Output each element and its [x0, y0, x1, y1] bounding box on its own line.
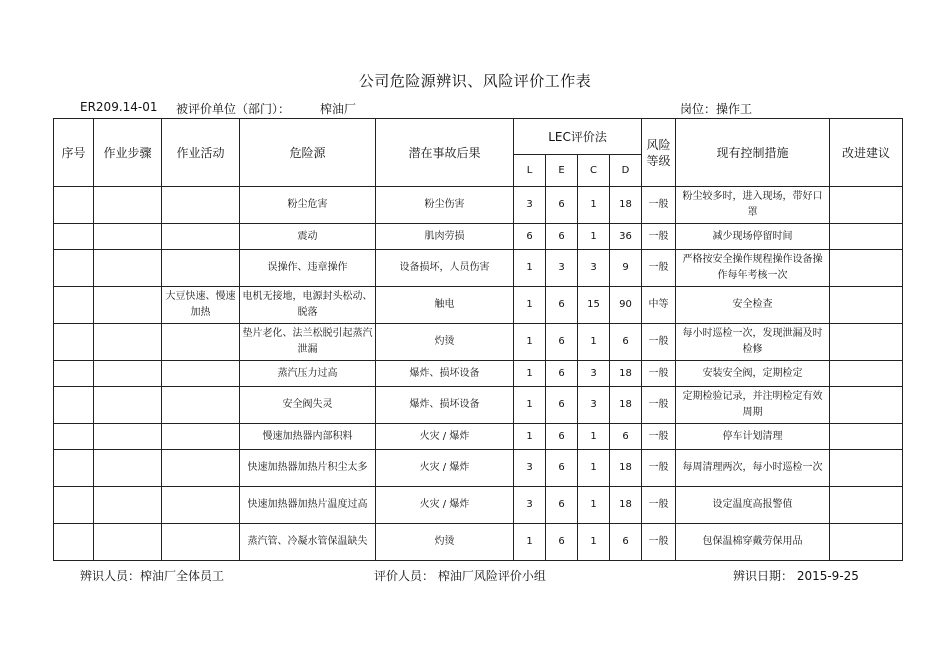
step-cell — [94, 424, 162, 450]
measures-cell: 每周清理两次，每小时巡检一次 — [676, 450, 830, 487]
consequence-cell: 火灾 / 爆炸 — [376, 450, 514, 487]
consequence-cell: 火灾 / 爆炸 — [376, 424, 514, 450]
activity-cell — [162, 361, 240, 387]
l-value-cell: 1 — [514, 250, 546, 287]
measures-cell: 设定温度高报警值 — [676, 487, 830, 524]
activity-cell — [162, 424, 240, 450]
seq-cell — [54, 387, 94, 424]
d-value-cell: 18 — [610, 187, 642, 224]
unit-label: 被评价单位（部门）： — [176, 102, 291, 116]
d-value-cell: 6 — [610, 524, 642, 561]
header-lec: LEC评价法 — [514, 119, 642, 155]
e-value-cell: 6 — [546, 361, 578, 387]
c-value-cell: 1 — [578, 187, 610, 224]
unit-value: 榨油厂 — [320, 102, 357, 116]
measures-cell: 包保温棉穿戴劳保用品 — [676, 524, 830, 561]
step-cell — [94, 524, 162, 561]
header-l: L — [514, 155, 546, 187]
seq-cell — [54, 250, 94, 287]
table-row — [54, 387, 903, 424]
d-value-cell: 18 — [610, 487, 642, 524]
measures-cell: 每小时巡检一次，发现泄漏及时检修 — [676, 324, 830, 361]
d-value-cell: 18 — [610, 361, 642, 387]
seq-cell — [54, 287, 94, 324]
consequence-cell: 设备损坏，人员伤害 — [376, 250, 514, 287]
c-value-cell: 3 — [578, 361, 610, 387]
l-value-cell: 1 — [514, 524, 546, 561]
consequence-cell: 灼烫 — [376, 324, 514, 361]
risk-level-cell: 一般 — [642, 450, 676, 487]
step-cell — [94, 287, 162, 324]
post-label: 岗位：操作工 — [680, 102, 753, 116]
hazard-cell: 垫片老化、法兰松脱引起蒸汽泄漏 — [240, 324, 376, 361]
hazard-cell: 安全阀失灵 — [240, 387, 376, 424]
hazard-cell: 蒸汽压力过高 — [240, 361, 376, 387]
measures-cell: 安装安全阀，定期检定 — [676, 361, 830, 387]
hazard-cell: 电机无接地，电源封头松动、脱落 — [240, 287, 376, 324]
header-activity: 作业活动 — [162, 119, 240, 187]
table-row — [54, 424, 903, 450]
d-value-cell: 6 — [610, 324, 642, 361]
header-consequence: 潜在事故后果 — [376, 119, 514, 187]
step-cell — [94, 187, 162, 224]
l-value-cell: 3 — [514, 187, 546, 224]
d-value-cell: 6 — [610, 424, 642, 450]
footer-identifier: 辨识人员：榨油厂全体员工 — [80, 569, 225, 583]
hazard-cell: 慢速加热器内部积料 — [240, 424, 376, 450]
suggestion-cell — [830, 450, 903, 487]
c-value-cell: 1 — [578, 450, 610, 487]
c-value-cell: 15 — [578, 287, 610, 324]
d-value-cell: 90 — [610, 287, 642, 324]
l-value-cell: 1 — [514, 361, 546, 387]
document-title: 公司危险源辨识、风险评价工作表 — [358, 72, 592, 90]
footer-evaluator: 评价人员： 榨油厂风险评价小组 — [374, 569, 546, 583]
table-row — [54, 324, 903, 361]
hazard-cell: 快速加热器加热片积尘太多 — [240, 450, 376, 487]
consequence-cell: 触电 — [376, 287, 514, 324]
risk-level-cell: 一般 — [642, 224, 676, 250]
c-value-cell: 3 — [578, 387, 610, 424]
suggestion-cell — [830, 424, 903, 450]
header-step: 作业步骤 — [94, 119, 162, 187]
activity-cell — [162, 187, 240, 224]
measures-cell: 定期检验记录，并注明检定有效周期 — [676, 387, 830, 424]
activity-cell — [162, 250, 240, 287]
step-cell — [94, 250, 162, 287]
table-row — [54, 524, 903, 561]
suggestion-cell — [830, 224, 903, 250]
risk-level-cell: 一般 — [642, 387, 676, 424]
l-value-cell: 3 — [514, 487, 546, 524]
e-value-cell: 6 — [546, 524, 578, 561]
e-value-cell: 6 — [546, 287, 578, 324]
measures-cell: 减少现场停留时间 — [676, 224, 830, 250]
e-value-cell: 6 — [546, 450, 578, 487]
risk-level-cell: 一般 — [642, 324, 676, 361]
table-row — [54, 250, 903, 287]
step-cell — [94, 224, 162, 250]
d-value-cell: 9 — [610, 250, 642, 287]
measures-cell: 粉尘较多时，进入现场，带好口罩 — [676, 187, 830, 224]
suggestion-cell — [830, 187, 903, 224]
e-value-cell: 6 — [546, 324, 578, 361]
risk-level-cell: 一般 — [642, 361, 676, 387]
c-value-cell: 1 — [578, 424, 610, 450]
c-value-cell: 1 — [578, 487, 610, 524]
activity-cell — [162, 324, 240, 361]
activity-cell — [162, 224, 240, 250]
l-value-cell: 1 — [514, 424, 546, 450]
seq-cell — [54, 324, 94, 361]
suggestion-cell — [830, 361, 903, 387]
table-row — [54, 287, 903, 324]
risk-level-cell: 一般 — [642, 187, 676, 224]
table-row — [54, 361, 903, 387]
e-value-cell: 6 — [546, 424, 578, 450]
hazard-cell: 快速加热器加热片温度过高 — [240, 487, 376, 524]
consequence-cell: 火灾 / 爆炸 — [376, 487, 514, 524]
seq-cell — [54, 450, 94, 487]
activity-cell — [162, 487, 240, 524]
header-hazard: 危险源 — [240, 119, 376, 187]
l-value-cell: 6 — [514, 224, 546, 250]
table-row — [54, 487, 903, 524]
footer-date: 辨识日期： 2015-9-25 — [733, 569, 859, 583]
l-value-cell: 1 — [514, 387, 546, 424]
c-value-cell: 1 — [578, 224, 610, 250]
seq-cell — [54, 187, 94, 224]
hazard-cell: 误操作、违章操作 — [240, 250, 376, 287]
risk-table — [53, 118, 903, 561]
e-value-cell: 6 — [546, 487, 578, 524]
l-value-cell: 1 — [514, 287, 546, 324]
hazard-cell: 震动 — [240, 224, 376, 250]
header-e: E — [546, 155, 578, 187]
header-risk-level: 风险等级 — [642, 119, 676, 187]
d-value-cell: 36 — [610, 224, 642, 250]
suggestion-cell — [830, 524, 903, 561]
suggestion-cell — [830, 487, 903, 524]
table-row — [54, 450, 903, 487]
seq-cell — [54, 424, 94, 450]
header-c: C — [578, 155, 610, 187]
suggestion-cell — [830, 387, 903, 424]
e-value-cell: 6 — [546, 187, 578, 224]
activity-cell — [162, 524, 240, 561]
step-cell — [94, 387, 162, 424]
header-measures: 现有控制措施 — [676, 119, 830, 187]
seq-cell — [54, 224, 94, 250]
risk-level-cell: 一般 — [642, 487, 676, 524]
step-cell — [94, 361, 162, 387]
document-code: ER209.14-01 — [80, 100, 158, 114]
consequence-cell: 灼烫 — [376, 524, 514, 561]
d-value-cell: 18 — [610, 450, 642, 487]
consequence-cell: 爆炸、损坏设备 — [376, 387, 514, 424]
suggestion-cell — [830, 287, 903, 324]
risk-level-cell: 一般 — [642, 250, 676, 287]
seq-cell — [54, 487, 94, 524]
consequence-cell: 爆炸、损坏设备 — [376, 361, 514, 387]
header-suggestion: 改进建议 — [830, 119, 903, 187]
activity-cell — [162, 450, 240, 487]
step-cell — [94, 487, 162, 524]
header-d: D — [610, 155, 642, 187]
e-value-cell: 6 — [546, 387, 578, 424]
table-body — [54, 187, 903, 561]
c-value-cell: 1 — [578, 324, 610, 361]
c-value-cell: 3 — [578, 250, 610, 287]
table-row — [54, 224, 903, 250]
c-value-cell: 1 — [578, 524, 610, 561]
e-value-cell: 6 — [546, 224, 578, 250]
consequence-cell: 肌肉劳损 — [376, 224, 514, 250]
measures-cell: 停车计划清理 — [676, 424, 830, 450]
step-cell — [94, 450, 162, 487]
risk-level-cell: 一般 — [642, 424, 676, 450]
consequence-cell: 粉尘伤害 — [376, 187, 514, 224]
risk-level-cell: 一般 — [642, 524, 676, 561]
activity-cell — [162, 387, 240, 424]
suggestion-cell — [830, 324, 903, 361]
hazard-cell: 粉尘危害 — [240, 187, 376, 224]
seq-cell — [54, 361, 94, 387]
step-cell — [94, 324, 162, 361]
table-row — [54, 187, 903, 224]
activity-cell: 大豆快速、慢速加热 — [162, 287, 240, 324]
hazard-cell: 蒸汽管、冷凝水管保温缺失 — [240, 524, 376, 561]
risk-level-cell: 中等 — [642, 287, 676, 324]
d-value-cell: 18 — [610, 387, 642, 424]
l-value-cell: 3 — [514, 450, 546, 487]
header-seq: 序号 — [54, 119, 94, 187]
suggestion-cell — [830, 250, 903, 287]
measures-cell: 严格按安全操作规程操作设备操作每年考核一次 — [676, 250, 830, 287]
l-value-cell: 1 — [514, 324, 546, 361]
measures-cell: 安全检查 — [676, 287, 830, 324]
seq-cell — [54, 524, 94, 561]
e-value-cell: 3 — [546, 250, 578, 287]
